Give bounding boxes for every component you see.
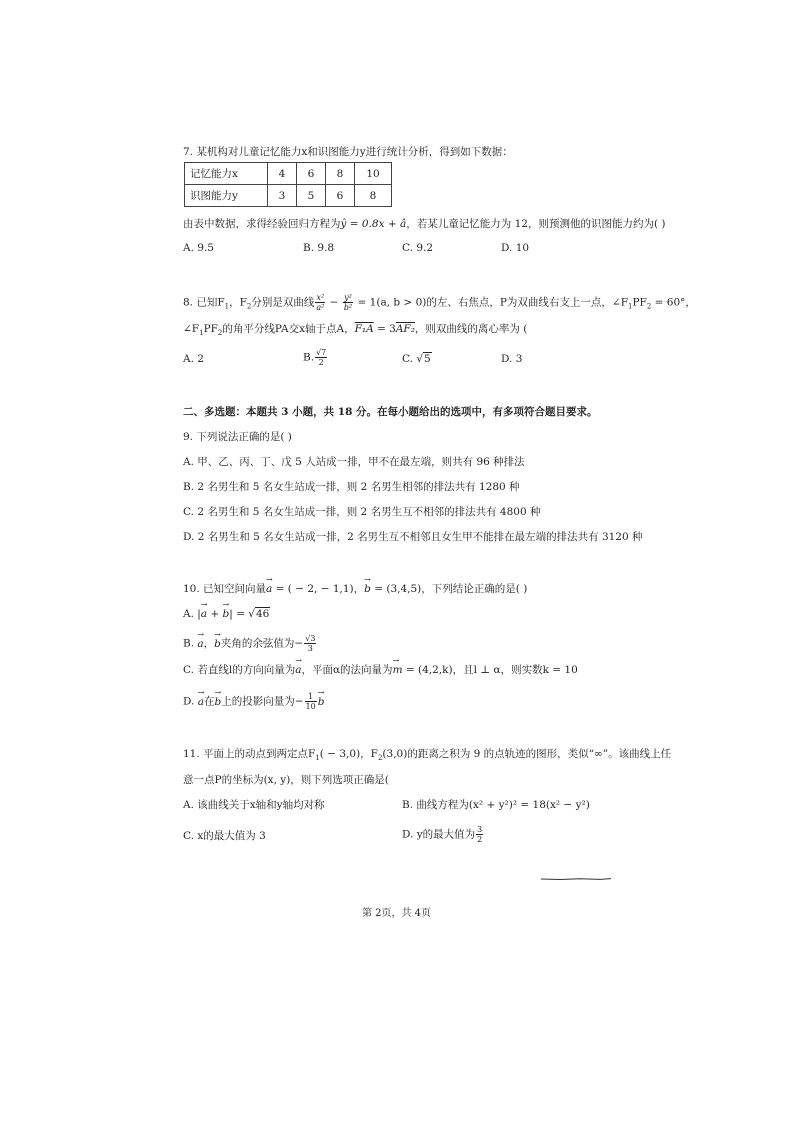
- q10-option-a: [183, 607, 270, 621]
- q10-b-post: 夹角的余弦值为−: [220, 637, 304, 650]
- section-2-header: 二、多选题：本题共 3 小题，共 18 分。在每小题给出的选项中，有多项符合题目要求。: [183, 406, 598, 418]
- q7-text-b: ，若某儿童记忆能力为 12，则预测他的识图能力约为( ): [406, 218, 666, 230]
- frac-num: √7: [316, 348, 327, 357]
- vector-b: → b: [223, 607, 230, 621]
- frac-num: x²: [316, 293, 325, 302]
- frac-den: 2: [318, 358, 324, 367]
- frac-num: y²: [344, 293, 352, 302]
- q10-c-pre: C. 若直线l的方向向量为: [183, 664, 296, 676]
- frac-den: b²: [343, 303, 353, 312]
- table-cell: 5: [297, 185, 326, 207]
- q8-l2-b: PF: [203, 323, 218, 335]
- q7-option-c: C. 9.2: [402, 242, 434, 254]
- q11-stem-line2: 意一点P的坐标为(x, y)，则下列选项正确是(: [183, 774, 389, 786]
- q8-sub: 2: [246, 302, 252, 311]
- q10-s2: = ( − 2, − 1,1)，: [272, 583, 365, 595]
- q8-sub: 1: [199, 329, 204, 338]
- q8-opt-b-pre: B.: [303, 351, 315, 364]
- frac-num: √3: [305, 634, 316, 643]
- q8-p3: 分别是双曲线: [251, 296, 315, 309]
- q10-d-mid2: 上的投影向量为−: [221, 695, 304, 708]
- q10-a-pre: A. |: [183, 608, 201, 620]
- q11-sub: 2: [377, 754, 383, 763]
- table-cell: 6: [297, 163, 326, 185]
- q8-option-d: D. 3: [501, 353, 523, 365]
- q8-opt-c-pre: C. √: [402, 353, 424, 365]
- frac-den: a²: [316, 303, 325, 312]
- q9-option-c: C. 2 名男生和 5 名女生站成一排，则 2 名男生互不相邻的排法共有 4800 种: [183, 506, 541, 518]
- q8-p1: 8. 已知F: [183, 296, 225, 309]
- table-row: [185, 163, 392, 185]
- q8-sub: 1: [628, 302, 633, 311]
- q7-option-b: B. 9.8: [303, 242, 335, 254]
- q8-vector-af2: AF₂: [395, 323, 415, 335]
- q11-l1-c: (3,0)的距离之积为 9 的点轨迹的图形，类似“∞”。该曲线上任: [382, 748, 672, 760]
- frac-den: 3: [307, 644, 313, 653]
- q7-option-a: A. 9.5: [183, 242, 214, 254]
- table-header-cell: 记忆能力x: [185, 163, 268, 185]
- q8-sub: 2: [217, 329, 223, 338]
- q8-vector-f1a: F₁A: [354, 323, 374, 335]
- vector-b: → b: [364, 582, 371, 596]
- q10-a-rad: 46: [255, 608, 270, 620]
- q10-option-c: [183, 663, 578, 677]
- q10-d-pre: D.: [183, 695, 198, 708]
- q8-frac-y: [343, 293, 353, 312]
- q8-l2-d: = 3: [373, 323, 396, 335]
- q9-option-a: A. 甲、乙、丙、丁、戊 5 人站成一排，甲不在最左端，则共有 96 种排法: [183, 456, 525, 468]
- q10-c-post: = (4,2,k)，且l ⊥ α，则实数k = 10: [402, 664, 578, 676]
- q10-b-comma: ，: [203, 637, 215, 650]
- q11-option-d: [402, 825, 484, 844]
- table-row: [185, 185, 392, 207]
- q11-opt-d-pre: D. y的最大值为: [402, 828, 476, 841]
- vector-a: → a: [201, 607, 207, 621]
- frac-num: 3: [477, 825, 483, 834]
- vector-a: → a: [266, 582, 272, 596]
- vector-a: → a: [197, 637, 203, 651]
- q11-sub: 1: [315, 754, 320, 763]
- vector-a: → a: [295, 663, 301, 677]
- table-cell: 8: [355, 185, 392, 207]
- q8-option-b: [303, 348, 328, 367]
- q10-s3: = (3,4,5)，下列结论正确的是( ): [370, 583, 528, 595]
- q8-l2-c: 的角平分线PA交x轴于点A，: [222, 323, 355, 335]
- table-cell: 6: [326, 185, 355, 207]
- q7-stem: 7. 某机构对儿童记忆能力x和识图能力y进行统计分析，得到如下数据：: [183, 146, 513, 158]
- frac-num: 1: [305, 692, 317, 702]
- vector-a: → a: [198, 695, 204, 709]
- q10-d-frac: [305, 692, 317, 711]
- q11-opt-d-frac: [476, 825, 483, 844]
- q11-option-a: A. 该曲线关于x轴和y轴均对称: [183, 799, 325, 811]
- q10-c-mid: ，平面α的法向量为: [301, 664, 393, 676]
- q8-sub: 1: [224, 302, 230, 311]
- page-footer: 第 2页，共 4页: [361, 908, 432, 919]
- q8-p6: = 60°，: [651, 296, 696, 309]
- q8-option-c: [402, 352, 432, 366]
- frac-den: 2: [477, 835, 483, 844]
- q8-opt-c-rad: 5: [424, 353, 431, 365]
- q10-b-pre: B.: [183, 637, 198, 650]
- q9-stem: 9. 下列说法正确的是( ): [183, 431, 292, 443]
- q10-option-b: [183, 634, 317, 653]
- q8-option-a: A. 2: [183, 353, 204, 365]
- table-cell: 4: [268, 163, 297, 185]
- q10-a-post: | = √: [229, 608, 255, 620]
- q7-option-d: D. 10: [501, 242, 530, 254]
- q8-p5: PF: [632, 296, 647, 309]
- q8-stem-line2: [183, 322, 527, 336]
- table-cell: 3: [268, 185, 297, 207]
- q8-l2-e: ，则双曲线的离心率为 (: [414, 323, 528, 335]
- frac-den: 10: [305, 702, 316, 711]
- vector-b: → b: [215, 695, 222, 709]
- q11-l1-a: 11. 平面上的动点到两定点F: [183, 748, 316, 760]
- q10-b-frac: [304, 634, 316, 653]
- q11-l1-b: ( − 3,0)，F: [319, 748, 378, 760]
- q10-stem: [183, 582, 527, 596]
- q8-p2: ，F: [229, 296, 247, 309]
- q8-minus: −: [326, 296, 342, 309]
- vector-b: → b: [318, 695, 325, 709]
- pen-stroke-mark: [540, 877, 612, 881]
- q7-data-table: [184, 162, 392, 207]
- q7-ahat: â: [400, 218, 407, 230]
- q10-option-d: [183, 692, 324, 711]
- q7-yhat: ŷ: [340, 218, 347, 230]
- q10-s1: 10. 已知空间向量: [183, 583, 267, 595]
- table-header-cell: 识图能力y: [185, 185, 268, 207]
- vector-b: → b: [214, 637, 221, 651]
- q9-option-b: B. 2 名男生和 5 名女生站成一排，则 2 名男生相邻的排法共有 1280 种: [183, 481, 520, 493]
- q7-eq-mid: = 0.8x +: [346, 218, 401, 230]
- q8-opt-b-frac: [315, 348, 327, 367]
- q10-a-mid: +: [207, 608, 223, 620]
- q7-regression-line: [183, 217, 666, 231]
- q11-option-c: C. x的最大值为 3: [183, 830, 266, 842]
- q8-frac-x: [315, 293, 325, 312]
- table-cell: 10: [355, 163, 392, 185]
- table-cell: 8: [326, 163, 355, 185]
- q7-text-a: 由表中数据，求得经验回归方程为: [183, 218, 341, 230]
- vector-m: → m: [393, 663, 403, 677]
- q8-p4: = 1(a, b > 0)的左、右焦点，P为双曲线右支上一点，∠F: [354, 296, 628, 309]
- q10-d-mid: 在: [204, 695, 215, 708]
- q11-option-b: B. 曲线方程为(x² + y²)² = 18(x² − y²): [402, 799, 590, 811]
- q11-stem-line1: [183, 747, 671, 761]
- q8-sub: 2: [646, 302, 652, 311]
- q8-stem-line1: [183, 293, 696, 312]
- q9-option-d: D. 2 名男生和 5 名女生站成一排，2 名男生互不相邻且女生甲不能排在最左端的排法共有 3120 种: [183, 531, 643, 543]
- q8-l2-a: ∠F: [183, 323, 200, 335]
